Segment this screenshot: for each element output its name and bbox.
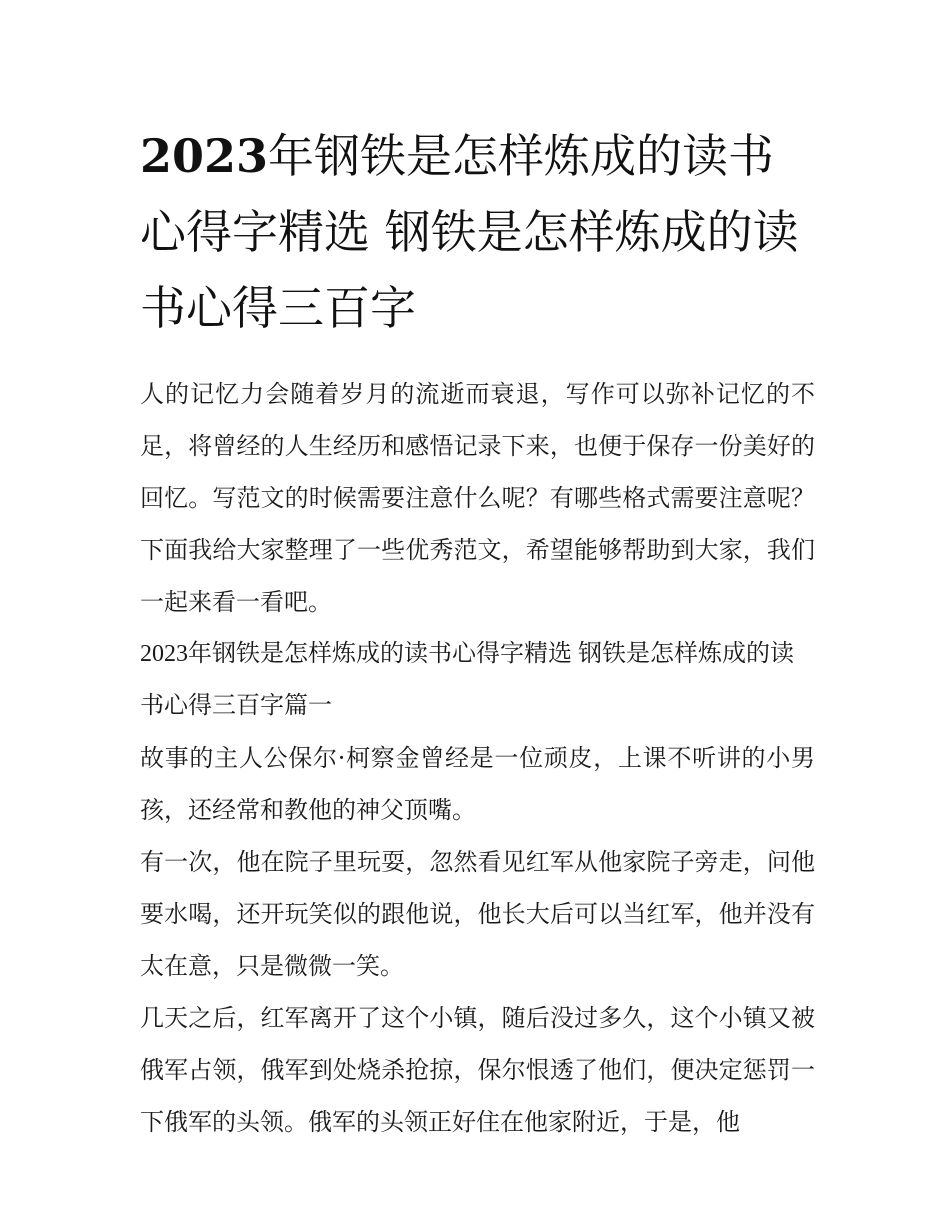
body-paragraph-1: 故事的主人公保尔·柯察金曾经是一位顽皮，上课不听讲的小男孩，还经常和教他的神父顶嘴。 <box>140 744 815 824</box>
document-content <box>140 118 815 1148</box>
document-title <box>140 118 815 346</box>
title-text: 年钢铁是怎样炼成的读书心得字精选 钢铁是怎样炼成的读书心得三百字 <box>140 129 799 335</box>
title-year: 2023 <box>140 129 269 183</box>
section-heading: 2023年钢铁是怎样炼成的读书心得字精选 钢铁是怎样炼成的读书心得三百字篇一 <box>140 641 794 719</box>
body-paragraph-2: 有一次，他在院子里玩耍，忽然看见红军从他家院子旁走，问他要水喝，还开玩笑似的跟他说，他长大后可以当红军，他并没有太在意，只是微微一笑。 <box>140 848 815 980</box>
intro-paragraph: 人的记忆力会随着岁月的流逝而衰退，写作可以弥补记忆的不足，将曾经的人生经历和感悟记录下来，也便于保存一份美好的回忆。写范文的时候需要注意什么呢？有哪些格式需要注意呢？下面我给大家整理了一些优秀范文，希望能够帮助到大家，我们一起来看一看吧。 <box>140 380 815 616</box>
document-body <box>140 368 815 1148</box>
body-paragraph-3: 几天之后，红军离开了这个小镇，随后没过多久，这个小镇又被俄军占领，俄军到处烧杀抢掠，保尔恨透了他们，便决定惩罚一下俄军的头领。俄军的头领正好住在他家附近，于是，他 <box>140 1004 815 1136</box>
